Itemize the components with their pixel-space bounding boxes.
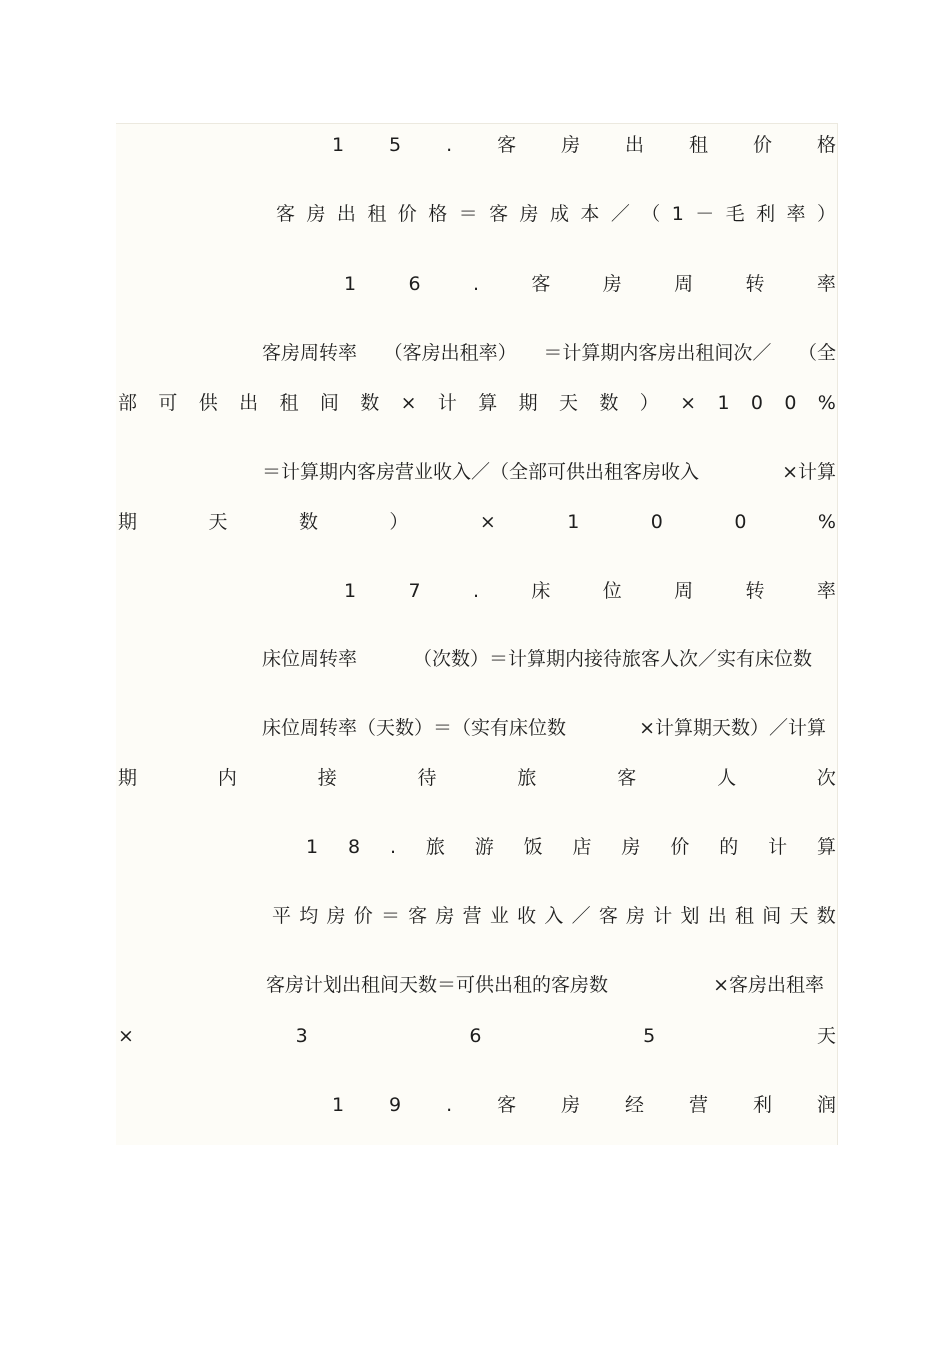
text-segment: 出 [239, 392, 259, 414]
text-segment: 床位周转率（天数）＝（实有床位数 [262, 717, 567, 739]
text-segment: × [479, 511, 496, 533]
text-segment: 供 [198, 392, 218, 414]
text-segment: 房 [602, 273, 622, 295]
text-segment: 7 [408, 580, 421, 602]
text-segment: 价 [752, 134, 772, 156]
text-segment: 客房周转率 [262, 342, 358, 364]
text-segment: ＝ [458, 203, 478, 225]
text-segment: 可 [158, 392, 178, 414]
text-segment: ×客房出租率 [713, 974, 824, 996]
text-segment: 率 [786, 203, 806, 225]
text-line-heading-15 [332, 130, 836, 160]
text-segment: 天 [789, 905, 809, 927]
text-segment: 床 [531, 580, 551, 602]
text-segment: 位 [602, 580, 622, 602]
text-segment: 客 [497, 1094, 517, 1116]
text-segment: . [472, 580, 479, 602]
text-segment: 间 [319, 392, 339, 414]
text-line-formula-room-price [276, 199, 836, 229]
text-segment: ） [816, 203, 836, 225]
text-segment: 客 [531, 273, 551, 295]
text-line-heading-18 [306, 832, 836, 862]
text-segment: 计 [768, 836, 788, 858]
text-segment: 0 [650, 511, 663, 533]
text-segment: 房 [326, 905, 346, 927]
text-segment: 格 [816, 134, 836, 156]
text-segment: 1 [344, 580, 357, 602]
text-segment: 1 [332, 134, 345, 156]
text-segment: 划 [680, 905, 700, 927]
text-segment: 周 [674, 580, 694, 602]
text-segment: 期 [118, 767, 138, 789]
text-line-heading-19 [332, 1090, 836, 1120]
text-segment: 数 [816, 905, 836, 927]
text-segment: 客房计划出租间天数＝可供出租的客房数 [266, 974, 609, 996]
text-segment: 待 [417, 767, 437, 789]
text-line-formula-turnover-d [118, 507, 836, 537]
text-segment: . [389, 836, 396, 858]
text-segment: 毛 [725, 203, 745, 225]
text-segment: 客 [497, 134, 517, 156]
text-segment: 业 [489, 905, 509, 927]
text-segment: 价 [670, 836, 690, 858]
text-segment: 房 [435, 905, 455, 927]
text-segment: 1 [344, 273, 357, 295]
text-segment: 算 [816, 836, 836, 858]
text-line-heading-16 [344, 269, 836, 299]
text-segment: 均 [299, 905, 319, 927]
text-segment: 租 [734, 905, 754, 927]
text-segment: 本 [580, 203, 600, 225]
text-segment: 6 [408, 273, 421, 295]
text-line-formula-planned-days-b [118, 1021, 836, 1051]
text-segment: 数 [360, 392, 380, 414]
text-segment: 0 [784, 392, 797, 414]
text-segment: 周 [674, 273, 694, 295]
text-segment: 旅 [517, 767, 537, 789]
text-segment: % [817, 392, 836, 414]
text-segment: 价 [397, 203, 417, 225]
text-segment: 数 [599, 392, 619, 414]
text-segment: 房 [519, 203, 539, 225]
text-segment: 1 [567, 511, 580, 533]
text-segment: 旅 [425, 836, 445, 858]
text-segment: ＝ [380, 905, 400, 927]
text-segment: % [817, 511, 836, 533]
text-segment: 价 [353, 905, 373, 927]
text-segment: 客 [598, 905, 618, 927]
text-segment: . [472, 273, 479, 295]
text-segment: ） [389, 511, 409, 533]
text-line-heading-17 [344, 576, 836, 606]
text-segment: 天 [559, 392, 579, 414]
text-segment: 人 [717, 767, 737, 789]
text-line-formula-bed-days-b [118, 763, 836, 793]
text-segment: . [446, 1094, 453, 1116]
text-segment: 营 [689, 1094, 709, 1116]
text-line-formula-bed-times [262, 644, 812, 674]
text-segment: 5 [643, 1025, 656, 1047]
text-segment: 的 [719, 836, 739, 858]
text-line-formula-avg-price [272, 901, 836, 931]
text-line-formula-turnover-c [262, 457, 836, 487]
text-segment: 游 [474, 836, 494, 858]
text-segment: 营 [462, 905, 482, 927]
text-segment: （客房出租率） [383, 342, 517, 364]
text-segment: 算 [478, 392, 498, 414]
text-segment: 入 [544, 905, 564, 927]
text-segment: ／ [571, 905, 591, 927]
text-segment: 润 [816, 1094, 836, 1116]
text-segment: 天 [208, 511, 228, 533]
text-segment: 利 [752, 1094, 772, 1116]
text-segment: ／ [610, 203, 630, 225]
text-segment: 店 [572, 836, 592, 858]
text-segment: 数 [298, 511, 318, 533]
text-segment: 平 [272, 905, 292, 927]
text-segment: 饭 [523, 836, 543, 858]
text-segment: 6 [469, 1025, 482, 1047]
text-segment: 部 [118, 392, 138, 414]
text-segment: 房 [561, 1094, 581, 1116]
text-segment: 床位周转率 [262, 648, 358, 670]
text-segment: 次 [816, 767, 836, 789]
text-segment: （全 [797, 342, 836, 364]
text-segment: 成 [549, 203, 569, 225]
text-segment: ×计算期天数）／计算 [639, 717, 826, 739]
text-segment: 经 [625, 1094, 645, 1116]
text-segment: . [446, 134, 453, 156]
text-segment: 租 [367, 203, 387, 225]
text-line-formula-turnover-a [262, 338, 836, 368]
text-segment: 房 [626, 905, 646, 927]
text-segment: 1 [306, 836, 319, 858]
text-segment: 出 [625, 134, 645, 156]
text-segment: 出 [707, 905, 727, 927]
text-segment: × [400, 392, 417, 414]
text-segment: 率 [816, 273, 836, 295]
text-line-formula-planned-days-a [266, 970, 824, 1000]
text-segment: 间 [762, 905, 782, 927]
text-segment: 租 [689, 134, 709, 156]
text-segment: － [695, 203, 715, 225]
text-segment: ＝计算期内客房营业收入／（全部可供出租客房收入 [262, 461, 700, 483]
text-segment: 客 [408, 905, 428, 927]
text-segment: 房 [621, 836, 641, 858]
text-segment: 期 [518, 392, 538, 414]
text-segment: 天 [816, 1025, 836, 1047]
text-segment: ） [639, 392, 659, 414]
text-segment: 计 [437, 392, 457, 414]
text-segment: 内 [217, 767, 237, 789]
text-segment: 收 [517, 905, 537, 927]
text-segment: 格 [428, 203, 448, 225]
text-segment: 0 [750, 392, 763, 414]
text-segment: ×计算 [782, 461, 836, 483]
text-segment: 5 [389, 134, 402, 156]
text-segment: （次数）＝计算期内接待旅客人次／实有床位数 [412, 648, 812, 670]
text-segment: × [118, 1025, 134, 1047]
text-segment: 转 [745, 273, 765, 295]
text-segment: 客 [489, 203, 509, 225]
text-segment: 客 [276, 203, 296, 225]
text-segment: 房 [306, 203, 326, 225]
text-segment: 租 [279, 392, 299, 414]
text-segment: 接 [317, 767, 337, 789]
text-line-formula-bed-days-a [262, 713, 826, 743]
text-segment: 期 [118, 511, 138, 533]
text-segment: 3 [295, 1025, 308, 1047]
text-segment: 1 [332, 1094, 345, 1116]
text-segment: 转 [745, 580, 765, 602]
text-segment: 0 [734, 511, 747, 533]
text-segment: 率 [816, 580, 836, 602]
text-segment: × [680, 392, 697, 414]
text-segment: 1 [671, 203, 684, 225]
text-segment: 计 [653, 905, 673, 927]
text-line-formula-turnover-b [118, 388, 836, 418]
text-segment: （ [641, 203, 661, 225]
text-segment: 8 [347, 836, 361, 858]
text-segment: ＝计算期内客房出租间次／ [543, 342, 772, 364]
text-segment: 客 [617, 767, 637, 789]
text-segment: 出 [336, 203, 356, 225]
text-segment: 9 [389, 1094, 402, 1116]
text-segment: 1 [717, 392, 730, 414]
text-segment: 房 [561, 134, 581, 156]
text-segment: 利 [756, 203, 776, 225]
